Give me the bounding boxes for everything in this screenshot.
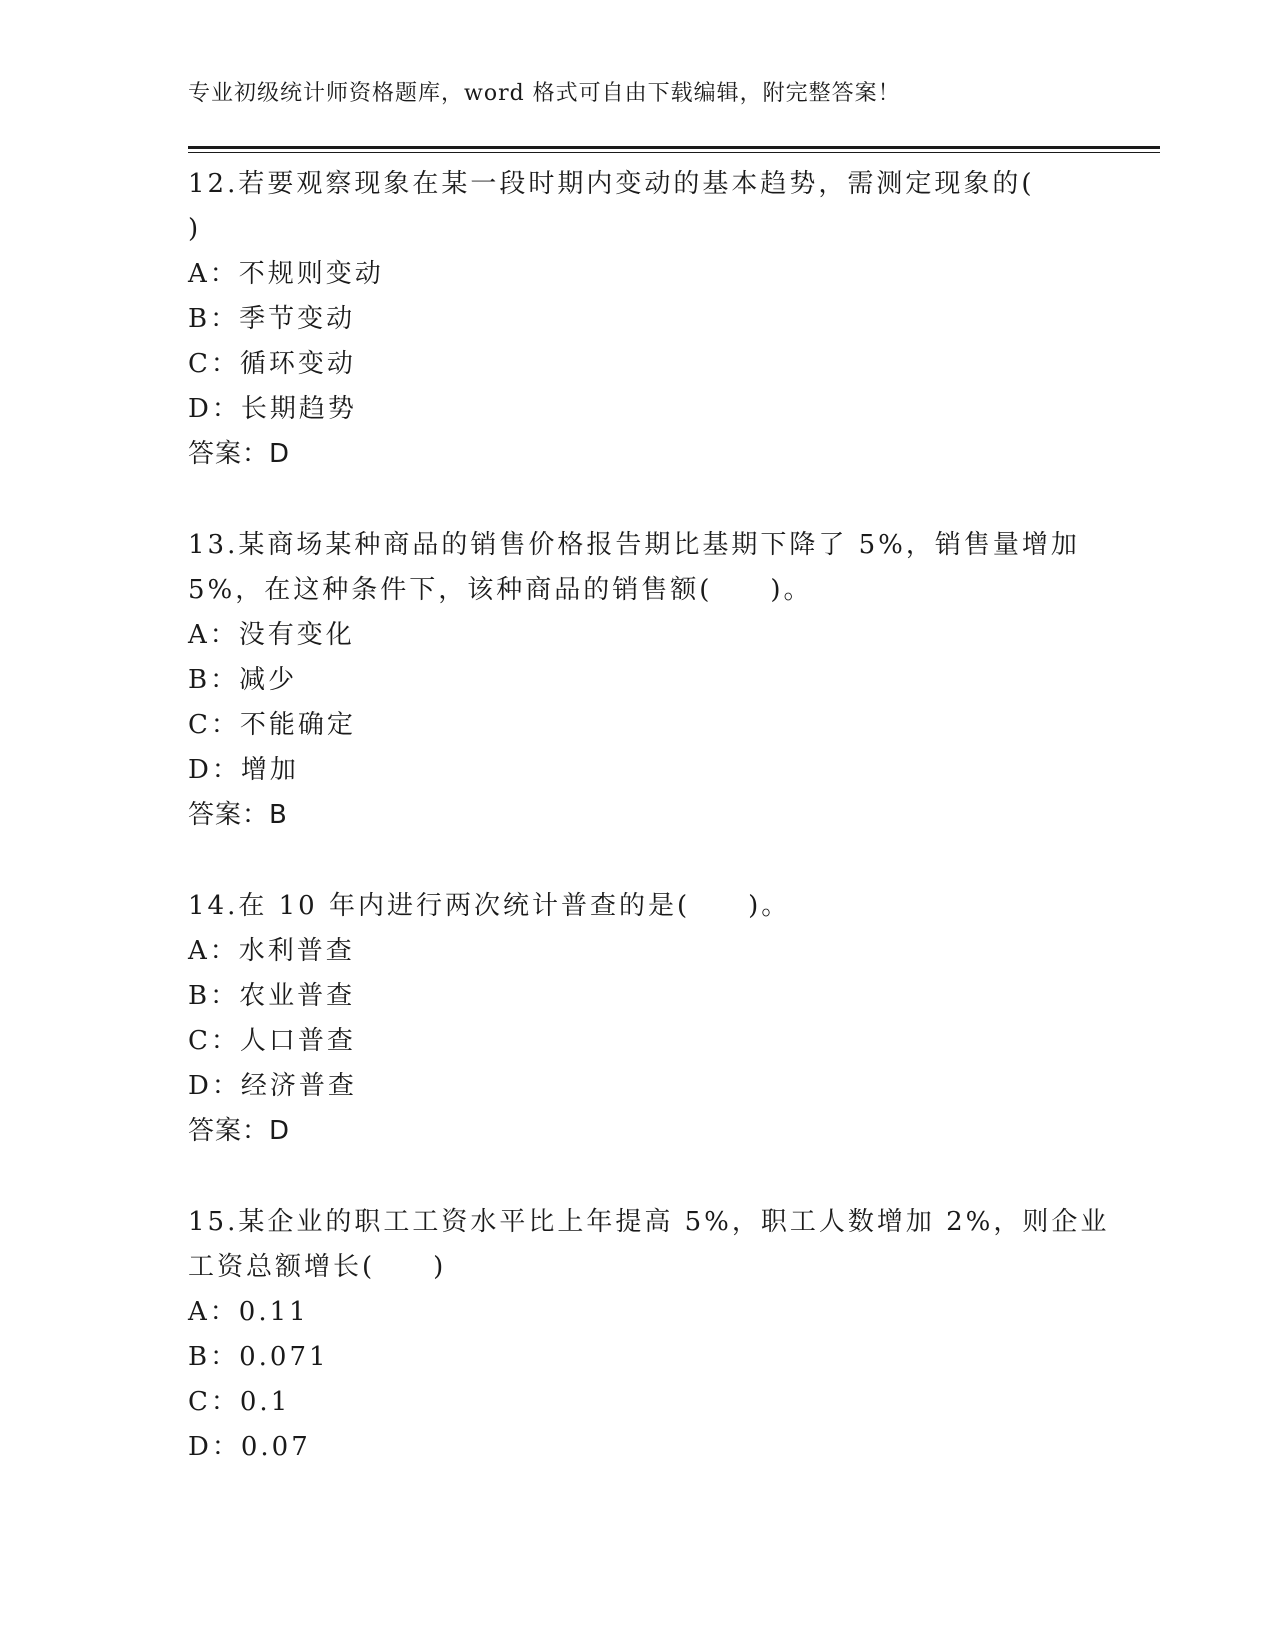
option-a: A：没有变化 xyxy=(188,620,355,650)
option-d: D：长期趋势 xyxy=(188,394,357,424)
option-c: C：不能确定 xyxy=(188,710,356,740)
header-rule-thin xyxy=(188,152,1160,153)
question-stem-line: 工资总额增长( ) xyxy=(188,1252,447,1282)
option-b: B：减少 xyxy=(188,665,298,695)
header-rule-thick xyxy=(188,146,1160,149)
page-header: 专业初级统计师资格题库，word 格式可自由下载编辑，附完整答案！ xyxy=(188,81,901,106)
option-a: A：水利普查 xyxy=(188,936,355,966)
option-a: A：0.11 xyxy=(188,1297,309,1327)
question-13 xyxy=(188,523,1088,838)
question-stem-line: 12.若要观察现象在某一段时期内变动的基本趋势，需测定现象的( xyxy=(188,169,1035,199)
option-c: C：0.1 xyxy=(188,1387,291,1417)
question-15 xyxy=(188,1200,1110,1470)
answer-line: 答案：D xyxy=(188,439,291,469)
option-b: B：0.071 xyxy=(188,1342,329,1372)
question-stem-line: 15.某企业的职工工资水平比上年提高 5%，职工人数增加 2%，则企业 xyxy=(188,1207,1110,1237)
question-stem-line: 14.在 10 年内进行两次统计普查的是( )。 xyxy=(188,891,791,921)
question-list xyxy=(188,162,1110,1516)
option-c: C：人口普查 xyxy=(188,1026,356,1056)
option-d: D：增加 xyxy=(188,755,299,785)
answer-line: 答案：D xyxy=(188,1116,291,1146)
question-14 xyxy=(188,884,1088,1154)
question-12 xyxy=(188,162,1088,477)
option-d: D：0.07 xyxy=(188,1432,311,1462)
option-b: B：农业普查 xyxy=(188,981,356,1011)
question-stem-line: 5%，在这种条件下，该种商品的销售额( )。 xyxy=(188,575,813,605)
question-stem-line: 13.某商场某种商品的销售价格报告期比基期下降了 5%，销售量增加 xyxy=(188,530,1080,560)
option-b: B：季节变动 xyxy=(188,304,356,334)
option-c: C：循环变动 xyxy=(188,349,356,379)
option-d: D：经济普查 xyxy=(188,1071,357,1101)
option-a: A：不规则变动 xyxy=(188,259,384,289)
answer-line: 答案：B xyxy=(188,800,288,830)
question-stem-line: ) xyxy=(188,214,202,244)
